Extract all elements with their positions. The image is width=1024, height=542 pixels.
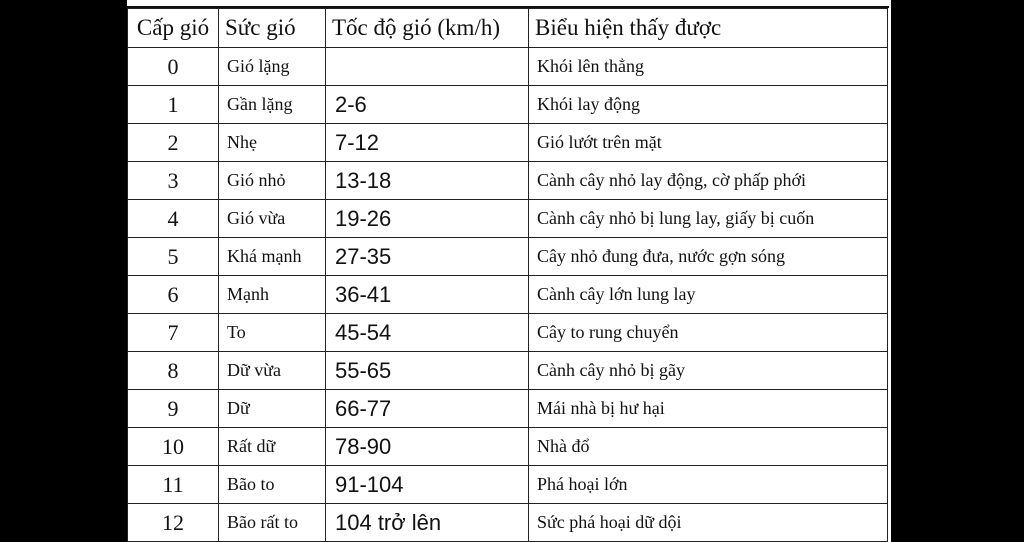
cell-wind-speed: 19-26 — [326, 200, 529, 238]
cell-observed-signs: Mái nhà bị hư hại — [529, 390, 888, 428]
cell-observed-signs: Gió lướt trên mặt — [529, 124, 888, 162]
table-row — [128, 86, 888, 124]
cell-wind-strength: Gió lặng — [219, 48, 326, 86]
table-row — [128, 162, 888, 200]
cell-wind-speed: 104 trở lên — [326, 504, 529, 542]
cell-wind-speed: 7-12 — [326, 124, 529, 162]
table-row — [128, 124, 888, 162]
header-wind-strength: Sức gió — [219, 9, 326, 48]
cell-wind-speed: 45-54 — [326, 314, 529, 352]
cell-observed-signs: Khói lay động — [529, 86, 888, 124]
cell-wind-level: 1 — [128, 86, 219, 124]
cell-wind-strength: Mạnh — [219, 276, 326, 314]
cell-wind-level: 4 — [128, 200, 219, 238]
cell-wind-level: 5 — [128, 238, 219, 276]
cell-wind-strength: Rất dữ — [219, 428, 326, 466]
cell-wind-speed: 78-90 — [326, 428, 529, 466]
table-row — [128, 276, 888, 314]
cell-wind-level: 11 — [128, 466, 219, 504]
cell-observed-signs: Cành cây lớn lung lay — [529, 276, 888, 314]
cell-wind-strength: To — [219, 314, 326, 352]
cell-observed-signs: Cành cây nhỏ bị lung lay, giấy bị cuốn — [529, 200, 888, 238]
header-wind-speed: Tốc độ gió (km/h) — [326, 9, 529, 48]
cell-wind-speed: 27-35 — [326, 238, 529, 276]
table-row — [128, 238, 888, 276]
cell-wind-level: 8 — [128, 352, 219, 390]
table-row — [128, 428, 888, 466]
table-row — [128, 504, 888, 542]
cell-wind-strength: Dữ vừa — [219, 352, 326, 390]
cell-wind-level: 9 — [128, 390, 219, 428]
cell-observed-signs: Cành cây nhỏ bị gãy — [529, 352, 888, 390]
cell-wind-speed: 55-65 — [326, 352, 529, 390]
cell-observed-signs: Khói lên thẳng — [529, 48, 888, 86]
cell-wind-strength: Gió nhỏ — [219, 162, 326, 200]
header-wind-level: Cấp gió — [128, 9, 219, 48]
table-row — [128, 200, 888, 238]
cell-wind-speed: 91-104 — [326, 466, 529, 504]
cell-wind-level: 6 — [128, 276, 219, 314]
cell-observed-signs: Cây nhỏ đung đưa, nước gợn sóng — [529, 238, 888, 276]
cell-wind-strength: Gió vừa — [219, 200, 326, 238]
table-row — [128, 352, 888, 390]
cell-wind-speed: 13-18 — [326, 162, 529, 200]
cell-observed-signs: Cành cây nhỏ lay động, cờ phấp phới — [529, 162, 888, 200]
cell-wind-speed: 36-41 — [326, 276, 529, 314]
cell-observed-signs: Phá hoại lớn — [529, 466, 888, 504]
cell-wind-speed — [326, 48, 529, 86]
cell-observed-signs: Sức phá hoại dữ dội — [529, 504, 888, 542]
cell-wind-strength: Bão rất to — [219, 504, 326, 542]
cell-wind-level: 12 — [128, 504, 219, 542]
cell-wind-speed: 2-6 — [326, 86, 529, 124]
cell-wind-strength: Khá mạnh — [219, 238, 326, 276]
table-header-row — [128, 9, 888, 48]
cell-wind-strength: Dữ — [219, 390, 326, 428]
cell-wind-strength: Bão to — [219, 466, 326, 504]
cell-wind-level: 2 — [128, 124, 219, 162]
cell-observed-signs: Cây to rung chuyển — [529, 314, 888, 352]
table-row — [128, 314, 888, 352]
table-row — [128, 48, 888, 86]
document-page — [127, 0, 891, 542]
cell-wind-level: 7 — [128, 314, 219, 352]
cell-wind-level: 3 — [128, 162, 219, 200]
table-row — [128, 390, 888, 428]
cell-observed-signs: Nhà đổ — [529, 428, 888, 466]
cell-wind-strength: Gần lặng — [219, 86, 326, 124]
cell-wind-speed: 66-77 — [326, 390, 529, 428]
cell-wind-level: 0 — [128, 48, 219, 86]
cell-wind-level: 10 — [128, 428, 219, 466]
cell-wind-strength: Nhẹ — [219, 124, 326, 162]
table-row — [128, 466, 888, 504]
header-observed-signs: Biểu hiện thấy được — [529, 9, 888, 48]
wind-scale-table — [127, 8, 888, 542]
